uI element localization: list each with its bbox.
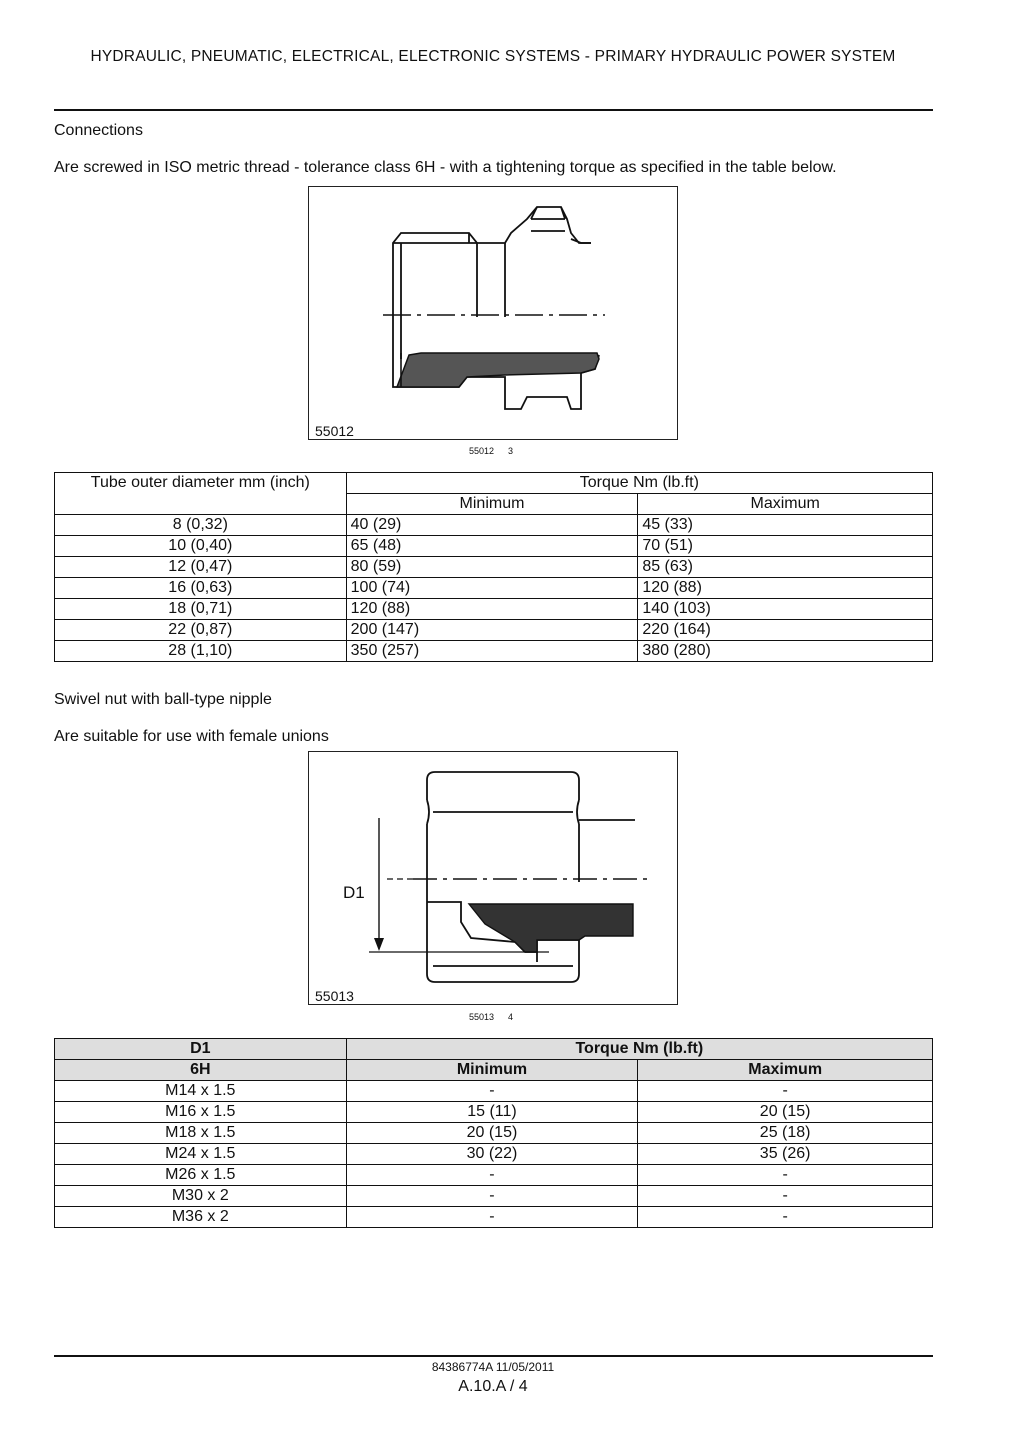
connections-description: Are screwed in ISO metric thread - tolerance class 6H - with a tightening torque as specified in the table below. <box>54 159 837 176</box>
table-row <box>55 1144 933 1165</box>
swivel-nut-heading: Swivel nut with ball-type nipple <box>54 691 272 708</box>
swivel-nut-torque-table <box>54 1038 933 1228</box>
thread-size-cell: M26 x 1.5 <box>55 1165 347 1186</box>
table-row <box>55 1186 933 1207</box>
col-header-d1: D1 <box>55 1039 347 1060</box>
max-torque-cell: - <box>638 1165 933 1186</box>
tube-od-cell: 12 (0,47) <box>55 557 347 578</box>
figure-caption-code: 55012 <box>469 446 495 456</box>
min-torque-cell: 200 (147) <box>346 620 638 641</box>
table-row <box>55 1081 933 1102</box>
table-row <box>55 1102 933 1123</box>
connections-heading: Connections <box>54 122 143 139</box>
max-torque-cell: 45 (33) <box>638 515 933 536</box>
table-row <box>55 578 933 599</box>
thread-size-cell: M14 x 1.5 <box>55 1081 347 1102</box>
max-torque-cell: 380 (280) <box>638 641 933 662</box>
col-header-6h: 6H <box>55 1060 347 1081</box>
table-row <box>55 557 933 578</box>
col-header-torque: Torque Nm (lb.ft) <box>346 473 932 494</box>
max-torque-cell: - <box>638 1186 933 1207</box>
figure-caption <box>469 1012 513 1022</box>
min-torque-cell: - <box>346 1207 638 1228</box>
tube-od-cell: 10 (0,40) <box>55 536 347 557</box>
col-header-maximum: Maximum <box>638 494 933 515</box>
table-row <box>55 1165 933 1186</box>
table-row <box>55 1123 933 1144</box>
figure-code: 55012 <box>315 423 354 439</box>
min-torque-cell: 80 (59) <box>346 557 638 578</box>
thread-size-cell: M16 x 1.5 <box>55 1102 347 1123</box>
swivel-nut-drawing <box>309 752 679 1006</box>
table-row <box>55 536 933 557</box>
max-torque-cell: - <box>638 1207 933 1228</box>
min-torque-cell: - <box>346 1081 638 1102</box>
min-torque-cell: - <box>346 1165 638 1186</box>
fitting-drawing <box>309 187 679 441</box>
page-header-title: HYDRAULIC, PNEUMATIC, ELECTRICAL, ELECTRONIC SYSTEMS - PRIMARY HYDRAULIC POWER SYSTEM <box>90 48 896 65</box>
min-torque-cell: 15 (11) <box>346 1102 638 1123</box>
min-torque-cell: 40 (29) <box>346 515 638 536</box>
footer-page-number: A.10.A / 4 <box>458 1378 528 1395</box>
max-torque-cell: 85 (63) <box>638 557 933 578</box>
thread-size-cell: M18 x 1.5 <box>55 1123 347 1144</box>
table-header-row <box>55 473 933 494</box>
max-torque-cell: 220 (164) <box>638 620 933 641</box>
max-torque-cell: 35 (26) <box>638 1144 933 1165</box>
table-row <box>55 599 933 620</box>
table-subheader-row <box>55 1060 933 1081</box>
thread-size-cell: M30 x 2 <box>55 1186 347 1207</box>
thread-size-cell: M36 x 2 <box>55 1207 347 1228</box>
figure-caption-number: 3 <box>508 446 514 456</box>
max-torque-cell: 20 (15) <box>638 1102 933 1123</box>
swivel-nut-description: Are suitable for use with female unions <box>54 728 329 745</box>
tube-od-cell: 16 (0,63) <box>55 578 347 599</box>
min-torque-cell: - <box>346 1186 638 1207</box>
table-row <box>55 1207 933 1228</box>
figure-caption-number: 4 <box>508 1012 514 1022</box>
col-header-maximum: Maximum <box>638 1060 933 1081</box>
min-torque-cell: 30 (22) <box>346 1144 638 1165</box>
col-header-tube-od: Tube outer diameter mm (inch) <box>55 473 347 515</box>
figure-caption <box>469 446 513 456</box>
footer-divider <box>54 1355 933 1357</box>
min-torque-cell: 65 (48) <box>346 536 638 557</box>
min-torque-cell: 120 (88) <box>346 599 638 620</box>
col-header-minimum: Minimum <box>346 1060 638 1081</box>
max-torque-cell: - <box>638 1081 933 1102</box>
tube-od-cell: 8 (0,32) <box>55 515 347 536</box>
figure-swivel-nut <box>308 751 678 1005</box>
max-torque-cell: 120 (88) <box>638 578 933 599</box>
min-torque-cell: 100 (74) <box>346 578 638 599</box>
col-header-minimum: Minimum <box>346 494 638 515</box>
dimension-label-d1: D1 <box>343 883 365 902</box>
min-torque-cell: 20 (15) <box>346 1123 638 1144</box>
col-header-torque: Torque Nm (lb.ft) <box>346 1039 932 1060</box>
table-row <box>55 515 933 536</box>
table-header-row <box>55 1039 933 1060</box>
figure-caption-code: 55013 <box>469 1012 495 1022</box>
tube-od-cell: 28 (1,10) <box>55 641 347 662</box>
tube-od-cell: 18 (0,71) <box>55 599 347 620</box>
thread-size-cell: M24 x 1.5 <box>55 1144 347 1165</box>
max-torque-cell: 140 (103) <box>638 599 933 620</box>
figure-connection-fitting <box>308 186 678 440</box>
tube-od-cell: 22 (0,87) <box>55 620 347 641</box>
figure-code: 55013 <box>315 988 354 1004</box>
table-row <box>55 641 933 662</box>
header-divider <box>54 109 933 111</box>
table-row <box>55 620 933 641</box>
footer-document-reference: 84386774A 11/05/2011 <box>431 1360 555 1374</box>
min-torque-cell: 350 (257) <box>346 641 638 662</box>
max-torque-cell: 70 (51) <box>638 536 933 557</box>
max-torque-cell: 25 (18) <box>638 1123 933 1144</box>
tube-torque-table <box>54 472 933 662</box>
